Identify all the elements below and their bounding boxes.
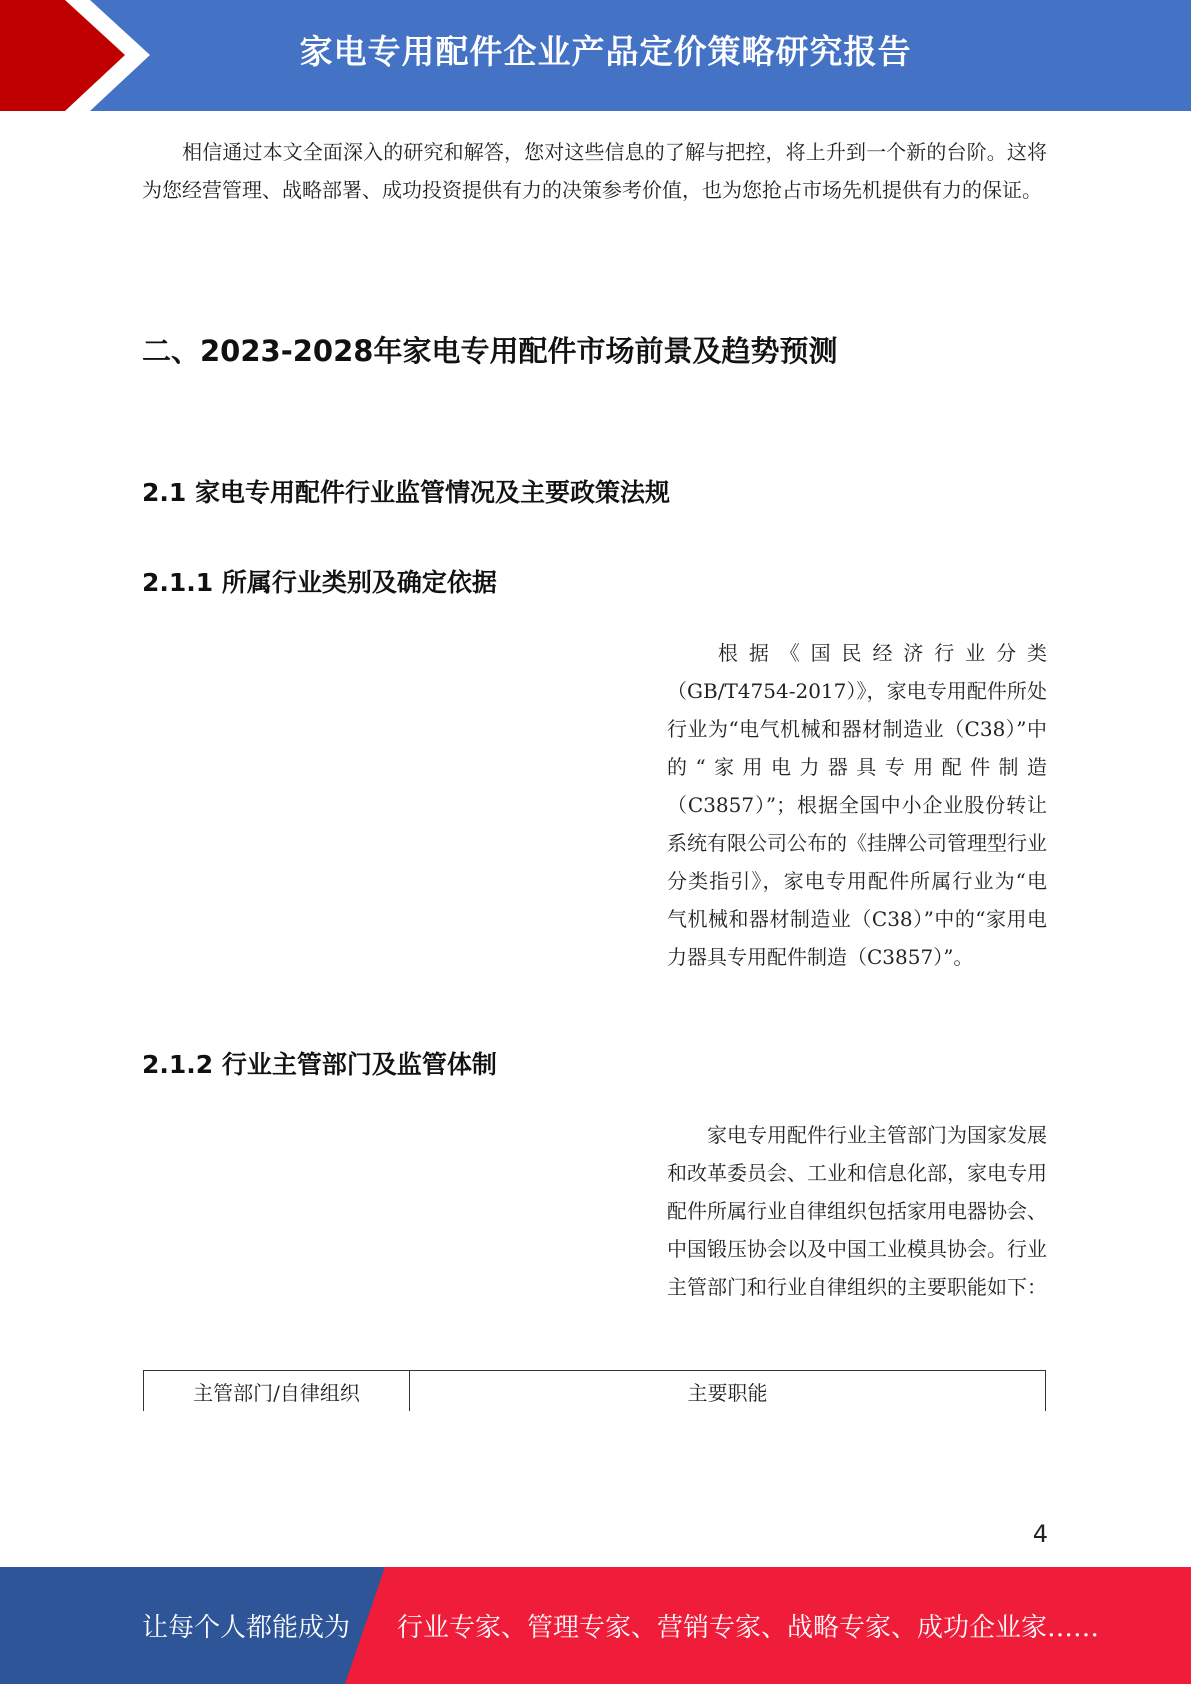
regulatory-body-paragraph	[667, 1116, 1047, 1306]
table-header-row	[144, 1371, 1046, 1412]
footer-slogan-right: 行业专家、管理专家、营销专家、战略专家、成功企业家……	[397, 1613, 1100, 1643]
regulatory-body-text: 家电专用配件行业主管部门为国家发展和改革委员会、工业和信息化部，家电专用配件所属行业自律组织包括家用电器协会、中国锻压协会以及中国工业模具协会。行业主管部门和行业自律组织的主要职能如下：	[667, 1123, 1047, 1299]
section-2-1-2-heading: 2.1.2 行业主管部门及监管体制	[142, 1050, 497, 1079]
table-header-functions: 主要职能	[410, 1371, 1046, 1412]
table-header-department: 主管部门/自律组织	[144, 1371, 410, 1412]
regulatory-functions-table	[143, 1370, 1046, 1411]
section-2-heading: 二、2023-2028年家电专用配件市场前景及趋势预测	[142, 334, 838, 368]
industry-classification-paragraph	[667, 634, 1047, 976]
page-number: 4	[1032, 1520, 1048, 1548]
section-2-1-heading: 2.1 家电专用配件行业监管情况及主要政策法规	[142, 478, 670, 507]
intro-paragraph	[142, 133, 1047, 209]
industry-classification-text: 根据《国民经济行业分类（GB/T4754-2017）》，家电专用配件所处行业为“电气机械和器材制造业（C38）”中的“家用电力器具专用配件制造（C3857）”；根据全国中小企业股份转让系统有限公司公布的《挂牌公司管理型行业分类指引》，家电专用配件所属行业为“电气机械和器材制造业（C38）”中的“家用电力器具专用配件制造（C3857）”。	[667, 641, 1047, 969]
section-2-1-1-heading: 2.1.1 所属行业类别及确定依据	[142, 568, 497, 597]
page-header	[0, 0, 1191, 111]
page-footer	[0, 1567, 1191, 1684]
footer-slogan-left: 让每个人都能成为	[142, 1613, 351, 1643]
report-title: 家电专用配件企业产品定价策略研究报告	[299, 32, 912, 71]
intro-paragraph-text: 相信通过本文全面深入的研究和解答，您对这些信息的了解与把控，将上升到一个新的台阶。这将为您经营管理、战略部署、成功投资提供有力的决策参考价值，也为您抢占市场先机提供有力的保证。	[142, 140, 1047, 202]
